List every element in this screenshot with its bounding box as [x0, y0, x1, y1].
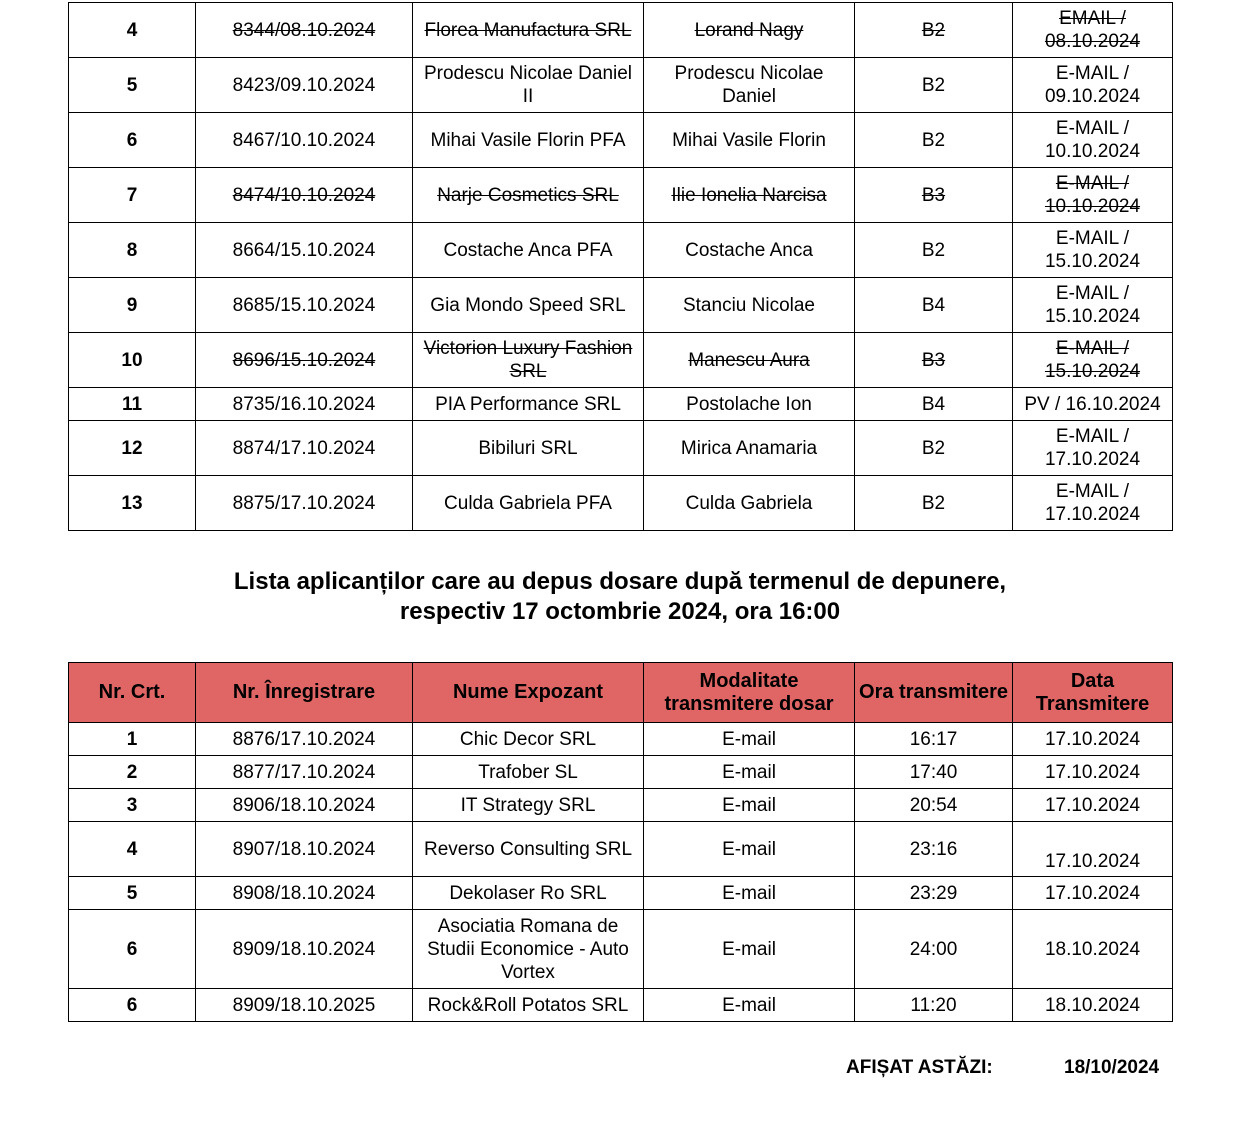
category: B2: [855, 3, 1013, 58]
posted-label: AFIȘAT ASTĂZI:: [846, 1057, 993, 1078]
row-number: 6: [69, 113, 196, 168]
row-number: 8: [69, 223, 196, 278]
company-name: Culda Gabriela PFA: [413, 476, 644, 531]
transmission-time: 24:00: [855, 910, 1013, 989]
table-row: [69, 756, 1173, 789]
representative-name: Lorand Nagy: [644, 3, 855, 58]
exhibitor-name: Trafober SL: [413, 756, 644, 789]
company-name: Narje Cosmetics SRL: [413, 168, 644, 223]
category: B2: [855, 113, 1013, 168]
table-row: [69, 3, 1173, 58]
row-number: 4: [69, 3, 196, 58]
category: B2: [855, 421, 1013, 476]
transmission-time: 16:17: [855, 723, 1013, 756]
table-row: [69, 877, 1173, 910]
representative-name: Manescu Aura: [644, 333, 855, 388]
transmission-time: 23:29: [855, 877, 1013, 910]
transmission-info: E-MAIL / 15.10.2024: [1013, 333, 1173, 388]
table-row: [69, 223, 1173, 278]
registration-number: 8467/10.10.2024: [196, 113, 413, 168]
category: B4: [855, 278, 1013, 333]
header-exhibitor-name: Nume Expozant: [413, 663, 644, 723]
registration-number: 8664/15.10.2024: [196, 223, 413, 278]
exhibitor-name: Rock&Roll Potatos SRL: [413, 989, 644, 1022]
table-row: [69, 476, 1173, 531]
exhibitor-name: Chic Decor SRL: [413, 723, 644, 756]
posted-date: 18/10/2024: [1064, 1057, 1160, 1078]
category: B3: [855, 168, 1013, 223]
transmission-info: E-MAIL / 15.10.2024: [1013, 223, 1173, 278]
transmission-info: E-MAIL / 15.10.2024: [1013, 278, 1173, 333]
row-number: 2: [69, 756, 196, 789]
category: B4: [855, 388, 1013, 421]
table-row: [69, 822, 1173, 877]
row-number: 5: [69, 877, 196, 910]
header-transmission-mode: Modalitate transmitere dosar: [644, 663, 855, 723]
row-number: 10: [69, 333, 196, 388]
transmission-date: 17.10.2024: [1013, 789, 1173, 822]
previous-applicants-table: [68, 2, 1173, 531]
table-row: [69, 333, 1173, 388]
registration-number: 8875/17.10.2024: [196, 476, 413, 531]
row-number: 12: [69, 421, 196, 476]
exhibitor-name: IT Strategy SRL: [413, 789, 644, 822]
transmission-time: 20:54: [855, 789, 1013, 822]
category: B2: [855, 476, 1013, 531]
transmission-mode: E-mail: [644, 723, 855, 756]
company-name: Costache Anca PFA: [413, 223, 644, 278]
representative-name: Culda Gabriela: [644, 476, 855, 531]
transmission-mode: E-mail: [644, 756, 855, 789]
transmission-time: 11:20: [855, 989, 1013, 1022]
table-row: [69, 388, 1173, 421]
transmission-info: E-MAIL / 17.10.2024: [1013, 421, 1173, 476]
transmission-info: E-MAIL / 09.10.2024: [1013, 58, 1173, 113]
table-header-row: [69, 663, 1173, 723]
category: B3: [855, 333, 1013, 388]
company-name: Victorion Luxury Fashion SRL: [413, 333, 644, 388]
registration-number: 8909/18.10.2024: [196, 910, 413, 989]
representative-name: Prodescu Nicolae Daniel: [644, 58, 855, 113]
transmission-info: E-MAIL / 17.10.2024: [1013, 476, 1173, 531]
registration-number: 8344/08.10.2024: [196, 3, 413, 58]
row-number: 4: [69, 822, 196, 877]
heading-line-1: Lista aplicanților care au depus dosare după termenul de depunere,: [233, 568, 1007, 595]
transmission-time: 23:16: [855, 822, 1013, 877]
company-name: Mihai Vasile Florin PFA: [413, 113, 644, 168]
registration-number: 8908/18.10.2024: [196, 877, 413, 910]
row-number: 7: [69, 168, 196, 223]
header-transmission-date: Data Transmitere: [1013, 663, 1173, 723]
header-transmission-time: Ora transmitere: [855, 663, 1013, 723]
transmission-time: 17:40: [855, 756, 1013, 789]
category: B2: [855, 58, 1013, 113]
header-nr-crt: Nr. Crt.: [69, 663, 196, 723]
table-row: [69, 113, 1173, 168]
table-row: [69, 278, 1173, 333]
company-name: PIA Performance SRL: [413, 388, 644, 421]
transmission-date: 17.10.2024: [1013, 822, 1173, 877]
registration-number: 8876/17.10.2024: [196, 723, 413, 756]
row-number: 3: [69, 789, 196, 822]
transmission-mode: E-mail: [644, 822, 855, 877]
exhibitor-name: Dekolaser Ro SRL: [413, 877, 644, 910]
row-number: 6: [69, 910, 196, 989]
transmission-info: PV / 16.10.2024: [1013, 388, 1173, 421]
table-row: [69, 168, 1173, 223]
row-number: 6: [69, 989, 196, 1022]
heading-line-2: respectiv 17 octombrie 2024, ora 16:00: [399, 598, 841, 625]
representative-name: Mirica Anamaria: [644, 421, 855, 476]
exhibitor-name: Asociatia Romana de Studii Economice - Auto Vortex: [413, 910, 644, 989]
posted-date-footer: [846, 1057, 1160, 1079]
header-registration-number: Nr. Înregistrare: [196, 663, 413, 723]
table-row: [69, 910, 1173, 989]
registration-number: 8696/15.10.2024: [196, 333, 413, 388]
registration-number: 8906/18.10.2024: [196, 789, 413, 822]
transmission-date: 17.10.2024: [1013, 877, 1173, 910]
late-applicants-table: [68, 662, 1173, 1022]
table-row: [69, 421, 1173, 476]
transmission-info: EMAIL / 08.10.2024: [1013, 3, 1173, 58]
transmission-mode: E-mail: [644, 989, 855, 1022]
transmission-date: 17.10.2024: [1013, 723, 1173, 756]
table-row: [69, 58, 1173, 113]
table-row: [69, 723, 1173, 756]
transmission-info: E-MAIL / 10.10.2024: [1013, 168, 1173, 223]
transmission-date: 18.10.2024: [1013, 989, 1173, 1022]
transmission-mode: E-mail: [644, 877, 855, 910]
transmission-date: 18.10.2024: [1013, 910, 1173, 989]
transmission-info: E-MAIL / 10.10.2024: [1013, 113, 1173, 168]
registration-number: 8907/18.10.2024: [196, 822, 413, 877]
representative-name: Ilie Ionelia Narcisa: [644, 168, 855, 223]
registration-number: 8474/10.10.2024: [196, 168, 413, 223]
row-number: 11: [69, 388, 196, 421]
table-row: [69, 789, 1173, 822]
representative-name: Mihai Vasile Florin: [644, 113, 855, 168]
row-number: 13: [69, 476, 196, 531]
representative-name: Postolache Ion: [644, 388, 855, 421]
representative-name: Stanciu Nicolae: [644, 278, 855, 333]
representative-name: Costache Anca: [644, 223, 855, 278]
category: B2: [855, 223, 1013, 278]
row-number: 1: [69, 723, 196, 756]
registration-number: 8877/17.10.2024: [196, 756, 413, 789]
registration-number: 8735/16.10.2024: [196, 388, 413, 421]
late-applicants-heading: [68, 567, 1172, 627]
transmission-date: 17.10.2024: [1013, 756, 1173, 789]
transmission-mode: E-mail: [644, 789, 855, 822]
company-name: Bibiluri SRL: [413, 421, 644, 476]
registration-number: 8874/17.10.2024: [196, 421, 413, 476]
company-name: Gia Mondo Speed SRL: [413, 278, 644, 333]
registration-number: 8685/15.10.2024: [196, 278, 413, 333]
registration-number: 8909/18.10.2025: [196, 989, 413, 1022]
company-name: Prodescu Nicolae Daniel II: [413, 58, 644, 113]
row-number: 9: [69, 278, 196, 333]
exhibitor-name: Reverso Consulting SRL: [413, 822, 644, 877]
registration-number: 8423/09.10.2024: [196, 58, 413, 113]
table-row: [69, 989, 1173, 1022]
transmission-mode: E-mail: [644, 910, 855, 989]
row-number: 5: [69, 58, 196, 113]
company-name: Florea Manufactura SRL: [413, 3, 644, 58]
